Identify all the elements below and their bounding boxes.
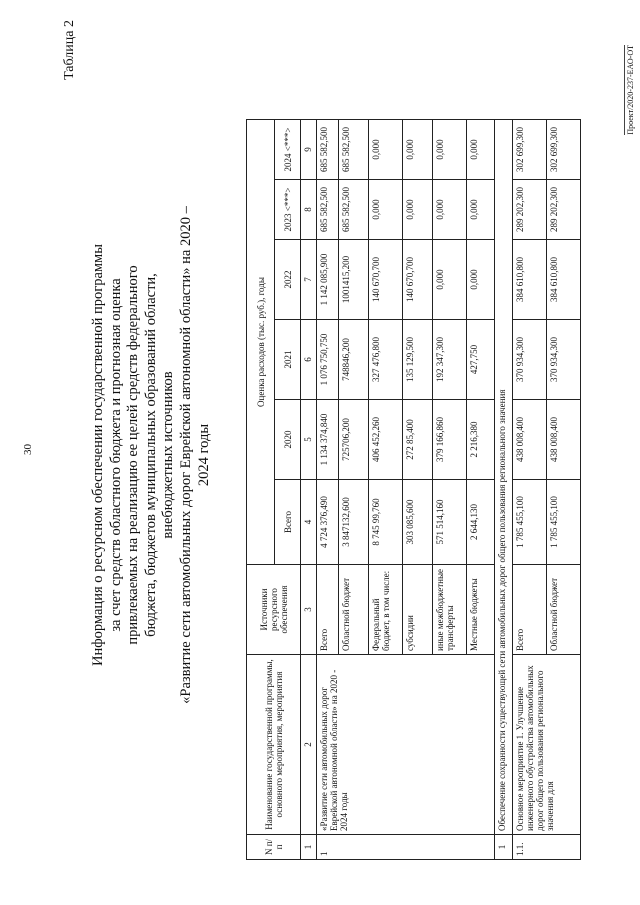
value-cell: 0,000 bbox=[369, 120, 403, 180]
header-year: 2024 <***> bbox=[275, 120, 301, 180]
program-num: 1 bbox=[317, 835, 495, 860]
value-cell: 303 085,600 bbox=[403, 480, 433, 565]
value-cell: 370 934,300 bbox=[513, 320, 547, 400]
value-cell: 571 514,160 bbox=[433, 480, 467, 565]
value-cell: 192 347,300 bbox=[433, 320, 467, 400]
value-cell: 140 670,700 bbox=[403, 240, 433, 320]
value-cell: 2 216,380 bbox=[467, 400, 495, 480]
value-cell: 140 670,700 bbox=[369, 240, 403, 320]
program-name: «Развитие сети автомобильных дорог Еврейской автономной области» на 2020 - 2024 годы bbox=[317, 655, 495, 835]
column-number: 2 bbox=[301, 655, 317, 835]
source-cell: субсидии bbox=[403, 565, 433, 655]
value-cell: 438 008,400 bbox=[547, 400, 581, 480]
source-cell: Областной бюджет bbox=[339, 565, 369, 655]
value-cell: 0,000 bbox=[433, 120, 467, 180]
section-num: 1 bbox=[495, 835, 513, 860]
column-number: 1 bbox=[301, 835, 317, 860]
value-cell: 0,000 bbox=[369, 180, 403, 240]
value-cell: 0,000 bbox=[467, 240, 495, 320]
value-cell: 438 008,400 bbox=[513, 400, 547, 480]
source-cell: Областной бюджет bbox=[547, 565, 581, 655]
header-estimate: Оценка расходов (тыс. руб.), годы bbox=[247, 120, 275, 565]
value-cell: 685 582,500 bbox=[317, 120, 339, 180]
value-cell: 0,000 bbox=[403, 120, 433, 180]
value-cell: 327 476,800 bbox=[369, 320, 403, 400]
title-line: бюджета, бюджетов муниципальных образований области, bbox=[142, 273, 159, 637]
source-cell: иные межбюджетные трансферты bbox=[433, 565, 467, 655]
value-cell: 3 847132,600 bbox=[339, 480, 369, 565]
value-cell: 384 610,800 bbox=[513, 240, 547, 320]
document-title bbox=[90, 205, 213, 705]
header-year: 2023 <***> bbox=[275, 180, 301, 240]
value-cell: 406 452,260 bbox=[369, 400, 403, 480]
value-cell: 4 724 376,490 bbox=[317, 480, 339, 565]
header-num: N п/п bbox=[247, 835, 301, 860]
value-cell: 384 610,800 bbox=[547, 240, 581, 320]
value-cell: 725706,200 bbox=[339, 400, 369, 480]
value-cell: 0,000 bbox=[467, 120, 495, 180]
value-cell: 1 134 374,840 bbox=[317, 400, 339, 480]
header-year: 2020 bbox=[275, 400, 301, 480]
header-total: Всего bbox=[275, 480, 301, 565]
value-cell: 1 076 750,750 bbox=[317, 320, 339, 400]
source-cell: Местные бюджеты bbox=[467, 565, 495, 655]
value-cell: 0,000 bbox=[467, 180, 495, 240]
table-label: Таблица 2 bbox=[62, 20, 77, 80]
value-cell: 1 142 085,900 bbox=[317, 240, 339, 320]
value-cell: 748846,200 bbox=[339, 320, 369, 400]
value-cell: 370 934,300 bbox=[547, 320, 581, 400]
value-cell: 272 85,400 bbox=[403, 400, 433, 480]
value-cell: 302 699,300 bbox=[547, 120, 581, 180]
header-name: Наименование государственной программы, основного мероприятия, мероприятия bbox=[247, 655, 301, 835]
value-cell: 1 785 455,100 bbox=[513, 480, 547, 565]
value-cell: 289 202,300 bbox=[547, 180, 581, 240]
column-number: 9 bbox=[301, 120, 317, 180]
header-year: 2022 bbox=[275, 240, 301, 320]
value-cell: 2 644,130 bbox=[467, 480, 495, 565]
value-cell: 0,000 bbox=[433, 240, 467, 320]
header-row bbox=[247, 120, 275, 860]
column-number: 6 bbox=[301, 320, 317, 400]
value-cell: 0,000 bbox=[433, 180, 467, 240]
column-number: 7 bbox=[301, 240, 317, 320]
column-number: 8 bbox=[301, 180, 317, 240]
measure-name: Основное мероприятие 1. Улучшение инженерного обустройства автомобильных дорог общего пользования регионального значения для bbox=[513, 655, 581, 835]
table-row bbox=[513, 120, 547, 860]
value-cell: 302 699,300 bbox=[513, 120, 547, 180]
column-number: 4 bbox=[301, 480, 317, 565]
footer-code: Проект/2020-237-ЕАО-ОТ bbox=[626, 45, 635, 135]
column-number: 5 bbox=[301, 400, 317, 480]
section-title: Обеспечение сохранности существующей сети автомобильных дорог общего пользования регионального значения bbox=[495, 120, 513, 835]
value-cell: 135 129,500 bbox=[403, 320, 433, 400]
title-line: «Развитие сети автомобильных дорог Еврейской автономной области» на 2020 – 2024 годы bbox=[177, 206, 212, 704]
title-line: Информация о ресурсном обеспечении государственной программы bbox=[90, 244, 106, 666]
value-cell: 289 202,300 bbox=[513, 180, 547, 240]
source-cell: Всего bbox=[513, 565, 547, 655]
title-line: за счет средств областного бюджета и прогнозная оценка bbox=[107, 278, 124, 632]
value-cell: 1 785 455,100 bbox=[547, 480, 581, 565]
value-cell: 685 582,500 bbox=[339, 180, 369, 240]
value-cell: 1001415,200 bbox=[339, 240, 369, 320]
header-source: Источники ресурсного обеспечения bbox=[247, 565, 301, 655]
value-cell: 0,000 bbox=[403, 180, 433, 240]
table-row bbox=[317, 120, 339, 860]
header-year: 2021 bbox=[275, 320, 301, 400]
section-row bbox=[495, 120, 513, 860]
page-number: 30 bbox=[22, 444, 34, 455]
source-cell: Всего bbox=[317, 565, 339, 655]
column-number: 3 bbox=[301, 565, 317, 655]
value-cell: 8 745 99,760 bbox=[369, 480, 403, 565]
value-cell: 685 582,500 bbox=[339, 120, 369, 180]
measure-num: 1.1. bbox=[513, 835, 581, 860]
title-line: привлекаемых на реализацию ее целей средств федерального bbox=[125, 265, 142, 645]
source-cell: Федеральный бюджет, в том числе: bbox=[369, 565, 403, 655]
value-cell: 427,750 bbox=[467, 320, 495, 400]
resource-table bbox=[246, 119, 581, 860]
value-cell: 379 166,860 bbox=[433, 400, 467, 480]
title-line: внебюджетных источников bbox=[160, 371, 177, 539]
value-cell: 685 582,500 bbox=[317, 180, 339, 240]
column-number-row bbox=[301, 120, 317, 860]
